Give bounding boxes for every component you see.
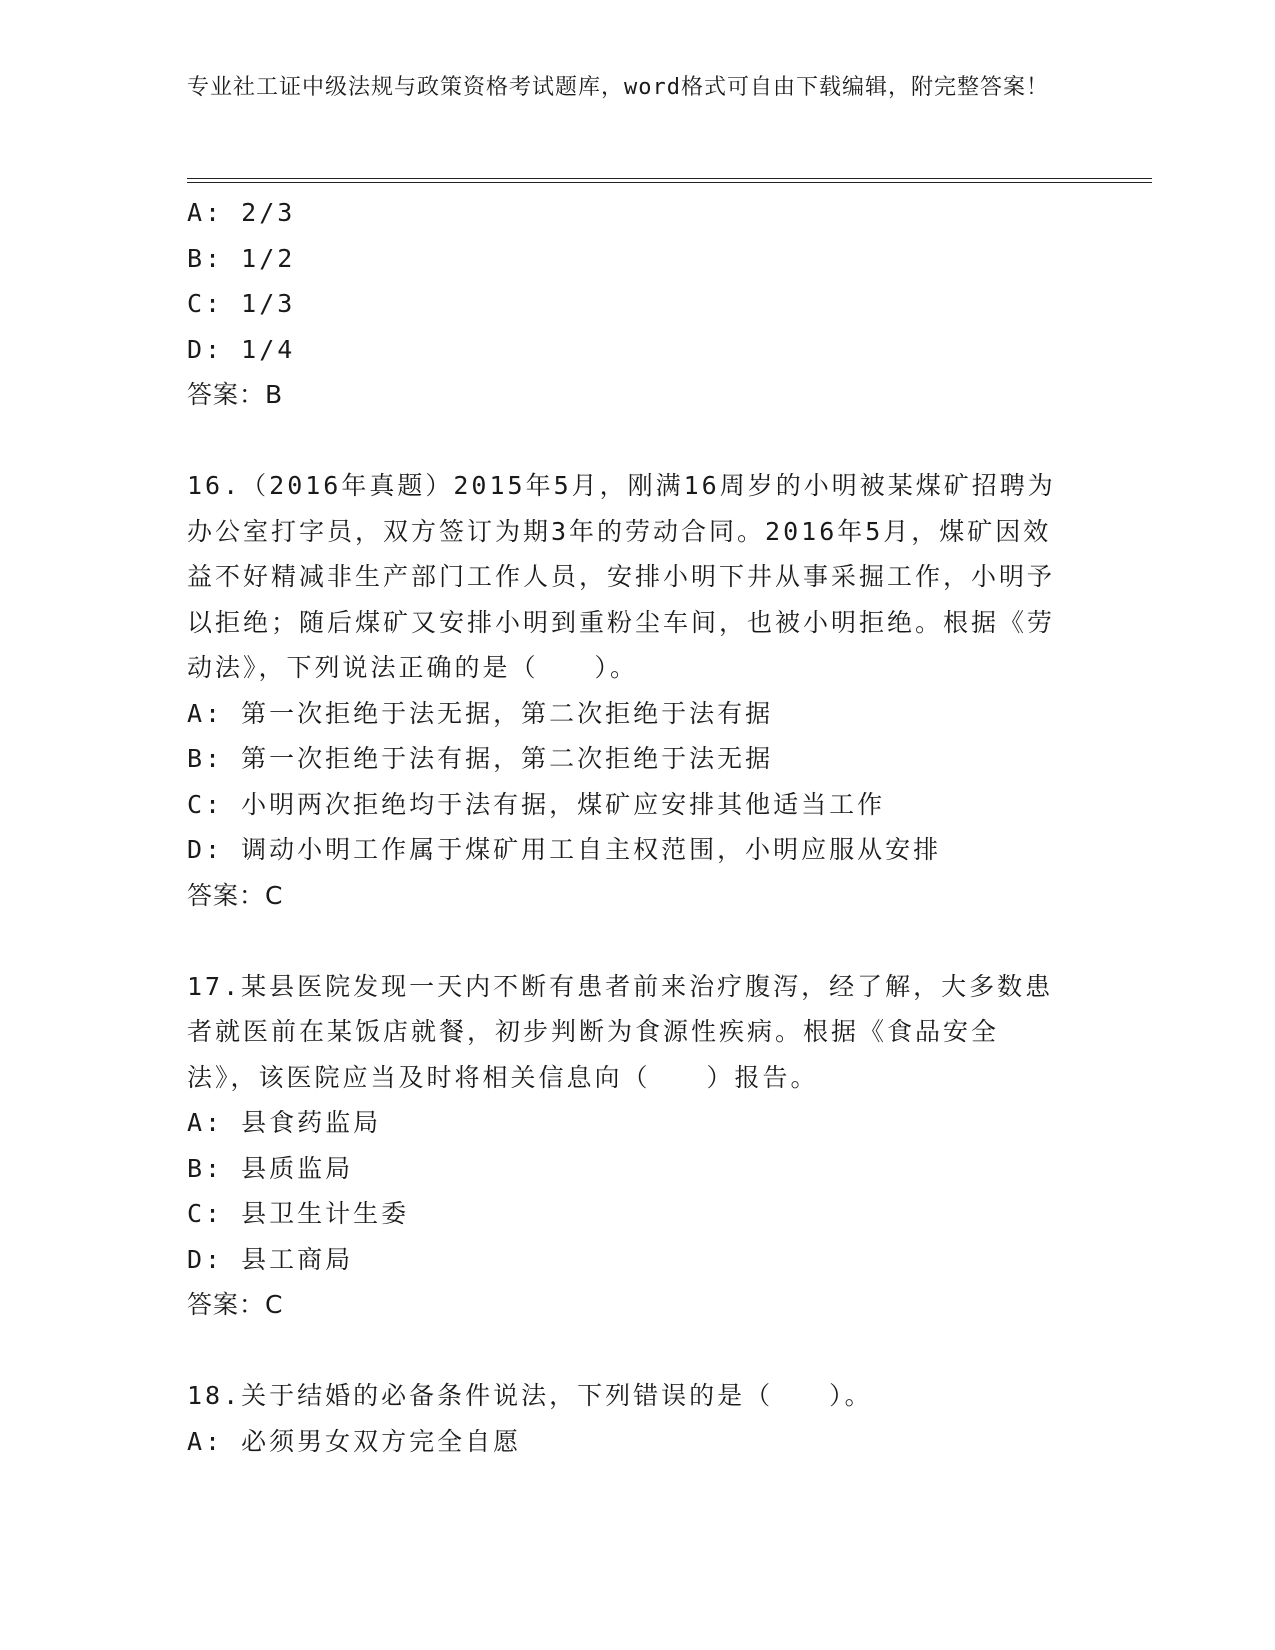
question-text: 18.关于结婚的必备条件说法，下列错误的是（ ）。 bbox=[187, 1381, 873, 1410]
page-header-note: 专业社工证中级法规与政策资格考试题库，word格式可自由下载编辑，附完整答案！ bbox=[187, 75, 1049, 100]
option-b: B: 第一次拒绝于法有据，第二次拒绝于法无据 bbox=[187, 744, 774, 773]
option-c: C: 县卫生计生委 bbox=[187, 1199, 410, 1228]
option-b: B: 1/2 bbox=[187, 243, 296, 273]
question-block-18 bbox=[187, 1373, 1067, 1464]
option-c: C: 1/3 bbox=[187, 289, 296, 318]
question-text: 17.某县医院发现一天内不断有患者前来治疗腹泻，经了解，大多数患者就医前在某饭店就餐，初步判断为食源性疾病。根据《食品安全法》，该医院应当及时将相关信息向（ ）报告。 bbox=[187, 971, 1054, 1092]
option-a: A: 2/3 bbox=[187, 198, 296, 227]
option-d: D: 调动小明工作属于煤矿用工自主权范围，小明应服从安排 bbox=[187, 835, 942, 864]
question-block-16 bbox=[187, 463, 1067, 918]
option-a: A: 第一次拒绝于法无据，第二次拒绝于法有据 bbox=[187, 698, 774, 728]
question-text: 16.（2016年真题）2015年5月，刚满16周岁的小明被某煤矿招聘为办公室打字员，双方签订为期3年的劳动合同。2016年5月，煤矿因效益不好精减非生产部门工作人员，安排小明下井从事采掘工作，小明予以拒绝；随后煤矿又安排小明到重粉尘车间，也被小明拒绝。根据《劳动法》，下列说法正确的是（ ）。 bbox=[187, 471, 1056, 682]
option-d: D: 县工商局 bbox=[187, 1244, 354, 1274]
option-c: C: 小明两次拒绝均于法有据，煤矿应安排其他适当工作 bbox=[187, 789, 886, 819]
answer-line: 答案：B bbox=[187, 380, 284, 409]
prev-question-block bbox=[187, 190, 1067, 418]
header-double-rule bbox=[187, 178, 1152, 183]
question-block-17 bbox=[187, 964, 1067, 1328]
spacer bbox=[187, 418, 1067, 464]
option-b: B: 县质监局 bbox=[187, 1153, 354, 1183]
answer-line: 答案：C bbox=[187, 880, 284, 910]
answer-line: 答案：C bbox=[187, 1290, 284, 1319]
option-d: D: 1/4 bbox=[187, 334, 296, 364]
question-content bbox=[187, 190, 1067, 1464]
option-a: A: 必须男女双方完全自愿 bbox=[187, 1426, 522, 1456]
spacer bbox=[187, 1328, 1067, 1374]
option-a: A: 县食药监局 bbox=[187, 1108, 382, 1137]
spacer bbox=[187, 918, 1067, 964]
